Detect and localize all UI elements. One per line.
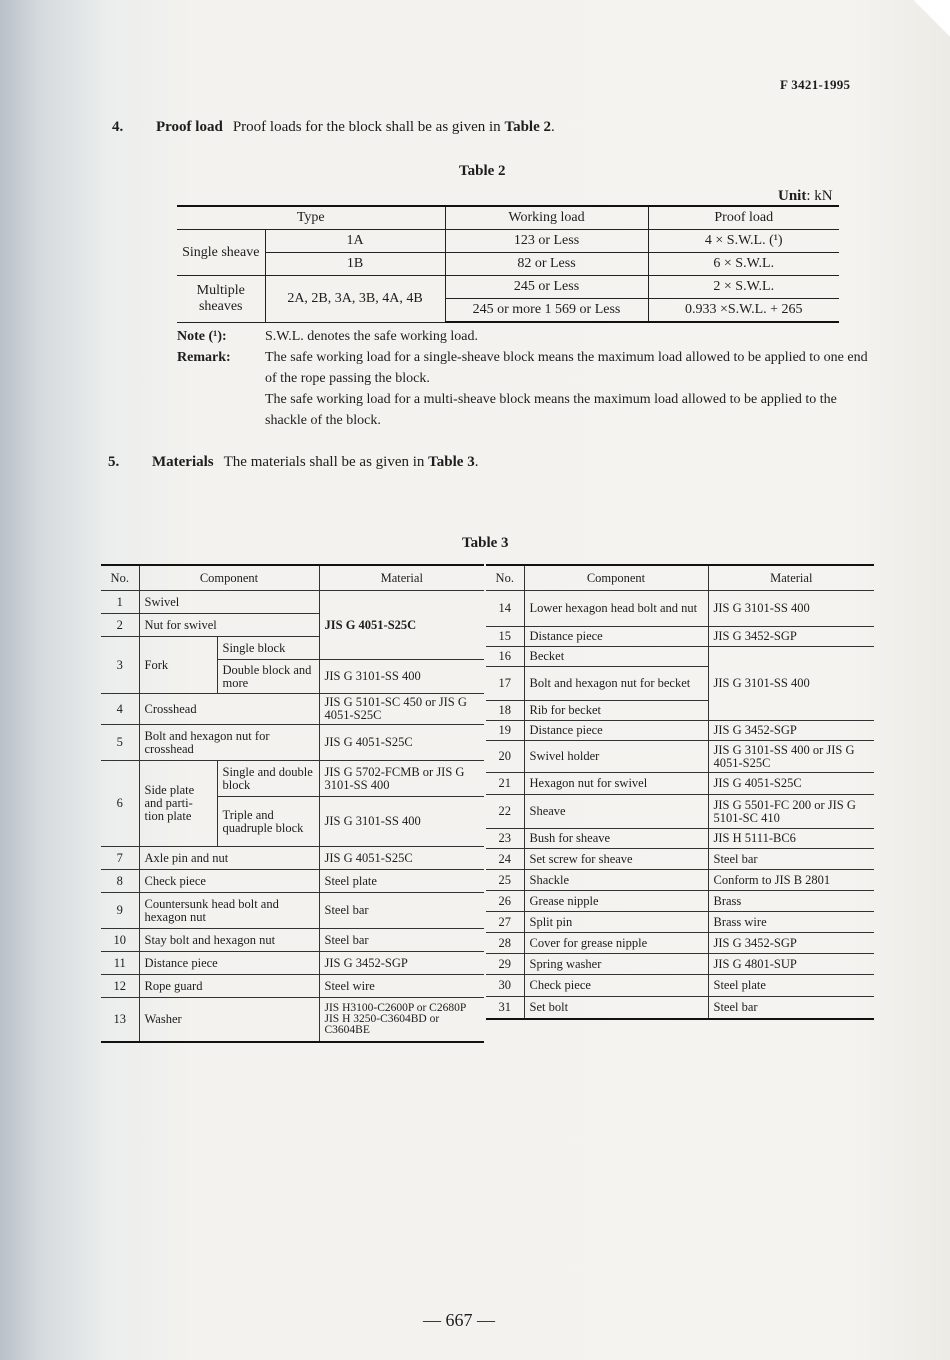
table-row: 5 Bolt and hexagon nut for crosshead JIS G 4051-S25C [101,725,484,761]
component-cell: Bolt and hexagon nut for becket [524,667,708,701]
component-cell: Becket [524,647,708,667]
material-cell: JIS G 4051-S25C [319,847,484,870]
working-load-cell: 245 or more 1 569 or Less [445,299,648,323]
component-cell: Rib for becket [524,701,708,721]
remark-text-2: The safe working load for a multi-sheave block means the maximum load allowed to be applied to the shackle of the block. [265,392,837,428]
materials-table-left [101,564,484,1043]
section-number: 4. [112,119,124,135]
table-row: 1 Swivel JIS G 4051-S25C [101,591,484,614]
component-cell: Distance piece [524,721,708,741]
material-cell: Steel plate [319,870,484,893]
table-row: 10 Stay bolt and hexagon nut Steel bar [101,929,484,952]
table-row: 9 Countersunk head bolt and hexagon nut Steel bar [101,893,484,929]
header-material: Material [708,565,874,591]
table-header-row [486,565,874,591]
component-cell: Set bolt [524,997,708,1019]
material-cell: Brass wire [708,912,874,933]
material-cell: JIS H 5111-BC6 [708,829,874,849]
material-cell: Conform to JIS B 2801 [708,870,874,891]
component-cell: Nut for swivel [139,614,319,637]
material-cell: JIS G 3101-SS 400 [319,797,484,847]
type-cell: 1A [265,230,445,253]
table-row: 12 Rope guard Steel wire [101,975,484,998]
table-notes [177,326,877,431]
sub-component-cell: Single block [217,637,319,660]
component-cell: Sheave [524,795,708,829]
component-cell: Spring washer [524,954,708,975]
component-cell: Split pin [524,912,708,933]
component-cell: Set screw for sheave [524,849,708,870]
component-cell: Side plate and parti-tion plate [139,761,217,847]
section-title: Materials [152,454,214,470]
material-cell: JIS G 3452-SGP [708,933,874,954]
component-cell: Rope guard [139,975,319,998]
table-header-row [177,206,839,230]
table-row: 2 Nut for swivel [101,614,484,637]
table-row: 17 Bolt and hexagon nut for becket [486,667,874,701]
table-row: 19 Distance piece JIS G 3452-SGP [486,721,874,741]
header-proof-load: Proof load [648,206,839,230]
table-row: 29 Spring washer JIS G 4801-SUP [486,954,874,975]
component-cell: Lower hexagon head bolt and nut [524,591,708,627]
component-cell: Swivel holder [524,741,708,773]
material-cell: JIS G 5101-SC 450 or JIS G 4051-S25C [319,694,484,725]
component-cell: Stay bolt and hexagon nut [139,929,319,952]
component-cell: Bush for sheave [524,829,708,849]
material-cell: Steel wire [319,975,484,998]
table-row: 26 Grease nipple Brass [486,891,874,912]
component-cell: Fork [139,637,217,694]
table-row: 3 Fork Single block [101,637,484,660]
material-cell: JIS G 3101-SS 400 [708,591,874,627]
remark-text-1: The safe working load for a single-sheave block means the maximum load allowed to be applied to one end of the rope passing the block. [265,350,868,386]
material-cell: JIS G 3101-SS 400 [319,660,484,694]
proof-load-cell: 0.933 ×S.W.L. + 265 [648,299,839,323]
section-4: 4. Proof load Proof loads for the block shall be as given in Table 2. [112,119,555,135]
material-cell: Steel bar [708,849,874,870]
component-cell: Hexagon nut for swivel [524,773,708,795]
component-cell: Check piece [524,975,708,997]
table-row: 20 Swivel holder JIS G 3101-SS 400 or JIS G 4051-S25C [486,741,874,773]
section-text: The materials shall be as given in [223,454,429,470]
material-cell: JIS G 3452-SGP [708,721,874,741]
sub-component-cell: Triple and quadruple block [217,797,319,847]
remark-label: Remark: [177,350,231,365]
material-cell: JIS H3100-C2600P or C2680P JIS H 3250-C3604BD or C3604BE [319,998,484,1042]
proof-load-table [177,205,839,323]
header-type: Type [177,206,445,230]
component-cell: Cover for grease nipple [524,933,708,954]
section-5: 5. Materials The materials shall be as given in Table 3. [108,454,479,470]
component-cell: Check piece [139,870,319,893]
component-cell: Countersunk head bolt and hexagon nut [139,893,319,929]
table-3-caption: Table 3 [462,535,509,551]
table-row: 30 Check piece Steel plate [486,975,874,997]
material-cell: JIS G 5702-FCMB or JIS G 3101-SS 400 [319,761,484,797]
table-row: 13 Washer JIS H3100-C2600P or C2680P JIS H 3250-C3604BD or C3604BE [101,998,484,1042]
material-cell: Steel bar [319,929,484,952]
table-row: 6 Side plate and parti-tion plate Single and double block JIS G 5702-FCMB or JIS G 3101-SS 400 [101,761,484,797]
working-load-cell: 82 or Less [445,253,648,276]
header-material: Material [319,565,484,591]
page-number: — 667 — [423,1310,495,1330]
table-row: 14 Lower hexagon head bolt and nut JIS G 3101-SS 400 [486,591,874,627]
table-row: 4 Crosshead JIS G 5101-SC 450 or JIS G 4051-S25C [101,694,484,725]
table-reference: Table 3 [428,454,475,470]
header-working-load: Working load [445,206,648,230]
table-row: 25 Shackle Conform to JIS B 2801 [486,870,874,891]
proof-load-cell: 2 × S.W.L. [648,276,839,299]
table-row: 22 Sheave JIS G 5501-FC 200 or JIS G 5101-SC 410 [486,795,874,829]
type-cell: 1B [265,253,445,276]
table-2-caption: Table 2 [459,163,506,179]
section-number: 5. [108,454,120,470]
material-cell: JIS G 3452-SGP [319,952,484,975]
table-row [177,230,839,253]
sub-component-cell: Double block and more [217,660,319,694]
component-cell: Bolt and hexagon nut for crosshead [139,725,319,761]
material-cell: Brass [708,891,874,912]
material-cell: JIS G 4801-SUP [708,954,874,975]
table-header-row [101,565,484,591]
table-row: 11 Distance piece JIS G 3452-SGP [101,952,484,975]
header-no: No. [486,565,524,591]
group-single-sheave: Single sheave [177,230,265,276]
table-row [177,253,839,276]
document-id: F 3421-1995 [780,77,851,92]
table-row [177,276,839,299]
component-cell: Swivel [139,591,319,614]
material-cell: JIS G 4051-S25C [319,591,484,660]
working-load-cell: 123 or Less [445,230,648,253]
section-text: Proof loads for the block shall be as given in [232,119,505,135]
material-cell: JIS G 3101-SS 400 [708,647,874,721]
table-row: 16 Becket JIS G 3101-SS 400 [486,647,874,667]
component-cell: Grease nipple [524,891,708,912]
material-cell: Steel bar [708,997,874,1019]
component-cell: Axle pin and nut [139,847,319,870]
component-cell: Distance piece [524,627,708,647]
group-multiple-sheaves: Multiple sheaves [177,276,265,323]
material-cell: JIS G 3452-SGP [708,627,874,647]
header-component: Component [139,565,319,591]
material-cell: JIS G 3101-SS 400 or JIS G 4051-S25C [708,741,874,773]
header-no: No. [101,565,139,591]
header-component: Component [524,565,708,591]
material-cell: Steel bar [319,893,484,929]
proof-load-cell: 6 × S.W.L. [648,253,839,276]
table-row: 8 Check piece Steel plate [101,870,484,893]
table-row: 27 Split pin Brass wire [486,912,874,933]
table-row: 21 Hexagon nut for swivel JIS G 4051-S25C [486,773,874,795]
table-row: 18 Rib for becket [486,701,874,721]
table-row: 28 Cover for grease nipple JIS G 3452-SGP [486,933,874,954]
table-row: 7 Axle pin and nut JIS G 4051-S25C [101,847,484,870]
table-reference: Table 2 [504,119,551,135]
working-load-cell: 245 or Less [445,276,648,299]
note-label: Note (¹): [177,329,227,344]
unit-label: Unit: kN [778,188,833,204]
section-title: Proof load [156,119,223,135]
proof-load-cell: 4 × S.W.L. (¹) [648,230,839,253]
component-cell: Crosshead [139,694,319,725]
page-corner [890,0,950,60]
component-cell: Washer [139,998,319,1042]
component-cell: Shackle [524,870,708,891]
type-cell: 2A, 2B, 3A, 3B, 4A, 4B [265,276,445,323]
table-row: 23 Bush for sheave JIS H 5111-BC6 [486,829,874,849]
material-cell: JIS G 5501-FC 200 or JIS G 5101-SC 410 [708,795,874,829]
material-cell: Steel plate [708,975,874,997]
material-cell: JIS G 4051-S25C [708,773,874,795]
material-cell: JIS G 4051-S25C [319,725,484,761]
table-row: 31 Set bolt Steel bar [486,997,874,1019]
table-row: 15 Distance piece JIS G 3452-SGP [486,627,874,647]
table-row: 24 Set screw for sheave Steel bar [486,849,874,870]
note-text: S.W.L. denotes the safe working load. [265,329,478,344]
component-cell: Distance piece [139,952,319,975]
materials-table-right [486,564,874,1020]
sub-component-cell: Single and double block [217,761,319,797]
